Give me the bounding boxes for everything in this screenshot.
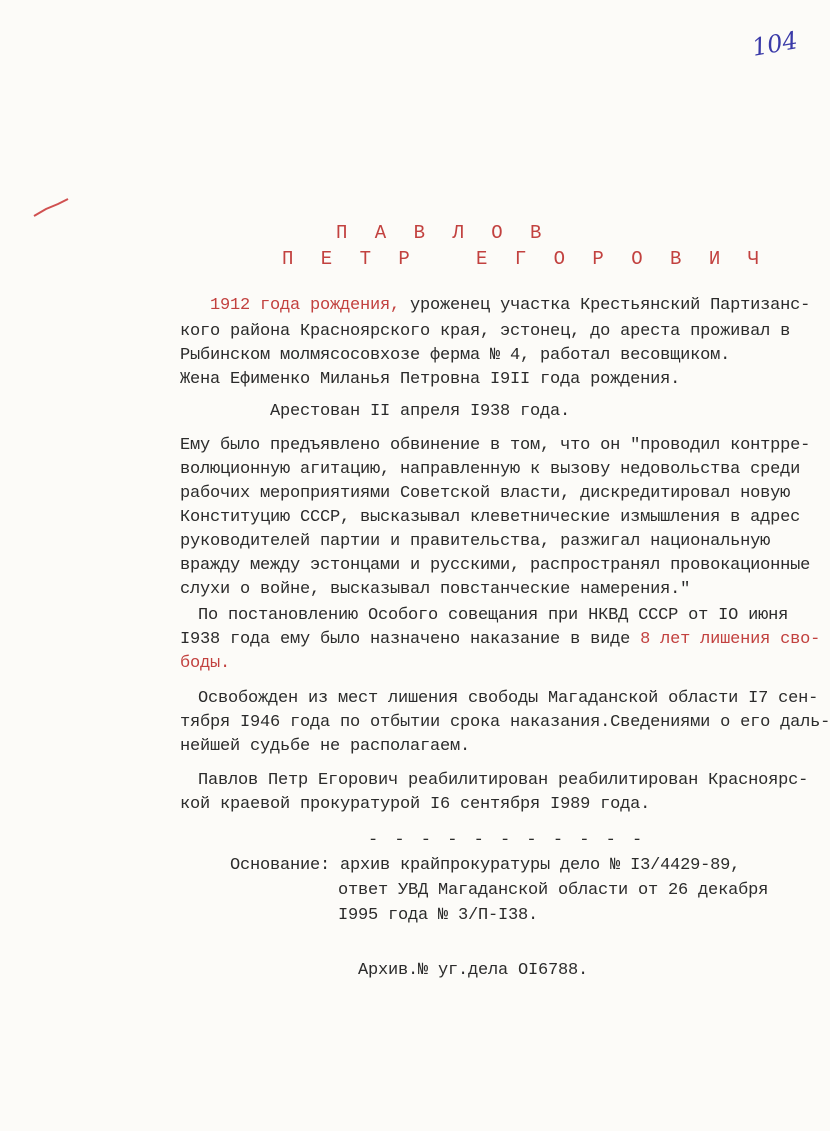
basis-line-3: I995 года № 3/П-I38. bbox=[338, 906, 539, 925]
charge-line-4: Конституцию СССР, высказывал клеветнические измышления в адрес bbox=[180, 508, 801, 527]
release-line-3: нейшей судьбе не располагаем. bbox=[180, 737, 471, 756]
charge-line-2: волюционную агитацию, направленную к вызову недовольства среди bbox=[180, 460, 801, 479]
basis-line-2: ответ УВД Магаданской области от 26 декабря bbox=[338, 881, 769, 900]
title-surname: П А В Л О В bbox=[336, 222, 550, 244]
sentence-term: 8 лет лишения сво- bbox=[640, 630, 821, 649]
charge-line-6: вражду между эстонцами и русскими, распространял провокационные bbox=[180, 556, 811, 575]
bio-line-1-rest: уроженец участка Крестьянский Партизанс- bbox=[400, 296, 811, 315]
bio-line-1 bbox=[210, 295, 810, 317]
sentence-line-2 bbox=[180, 629, 820, 651]
title-name: П Е Т Р Е Г О Р О В И Ч bbox=[282, 248, 768, 270]
sentence-line-3: боды. bbox=[180, 654, 231, 673]
birth-year: 1912 года рождения, bbox=[210, 296, 401, 315]
release-line-2: тября I946 года по отбытии срока наказания.Сведениями о его даль- bbox=[180, 713, 830, 732]
charge-line-7: слухи о войне, высказывал повстанческие намерения." bbox=[180, 580, 691, 599]
rehab-line-2: кой краевой прокуратурой I6 сентября I989 года. bbox=[180, 795, 651, 814]
arrest-line: Арестован II апреля I938 года. bbox=[270, 402, 571, 421]
archive-number: Архив.№ уг.дела OI6788. bbox=[358, 961, 589, 980]
bio-line-3: Рыбинском молмясосовхозе ферма № 4, работал весовщиком. bbox=[180, 346, 731, 365]
bio-line-2: кого района Красноярского края, эстонец, до ареста проживал в bbox=[180, 322, 791, 341]
rehab-line-1: Павлов Петр Егорович реабилитирован реабилитирован Красноярс- bbox=[198, 771, 809, 790]
bio-line-4: Жена Ефименко Миланья Петровна I9II года рождения. bbox=[180, 370, 681, 389]
red-pen-mark bbox=[32, 196, 72, 220]
charge-line-5: руководителей партии и правительства, разжигал национальную bbox=[180, 532, 771, 551]
sentence-line-2-main: I938 года ему было назначено наказание в виде bbox=[180, 630, 641, 649]
divider: - - - - - - - - - - - bbox=[368, 831, 646, 850]
basis-line-1: Основание: архив крайпрокуратуры дело № I3/4429-89, bbox=[230, 856, 741, 875]
release-line-1: Освобожден из мест лишения свободы Магаданской области I7 сен- bbox=[198, 689, 819, 708]
charge-line-3: рабочих мероприятиями Советской власти, дискредитировал новую bbox=[180, 484, 791, 503]
page-number-handwritten: 104 bbox=[749, 26, 800, 62]
sentence-line-1: По постановлению Особого совещания при НКВД СССР от IO июня bbox=[198, 606, 789, 625]
charge-line-1: Ему было предъявлено обвинение в том, что он "проводил контрре- bbox=[180, 436, 811, 455]
